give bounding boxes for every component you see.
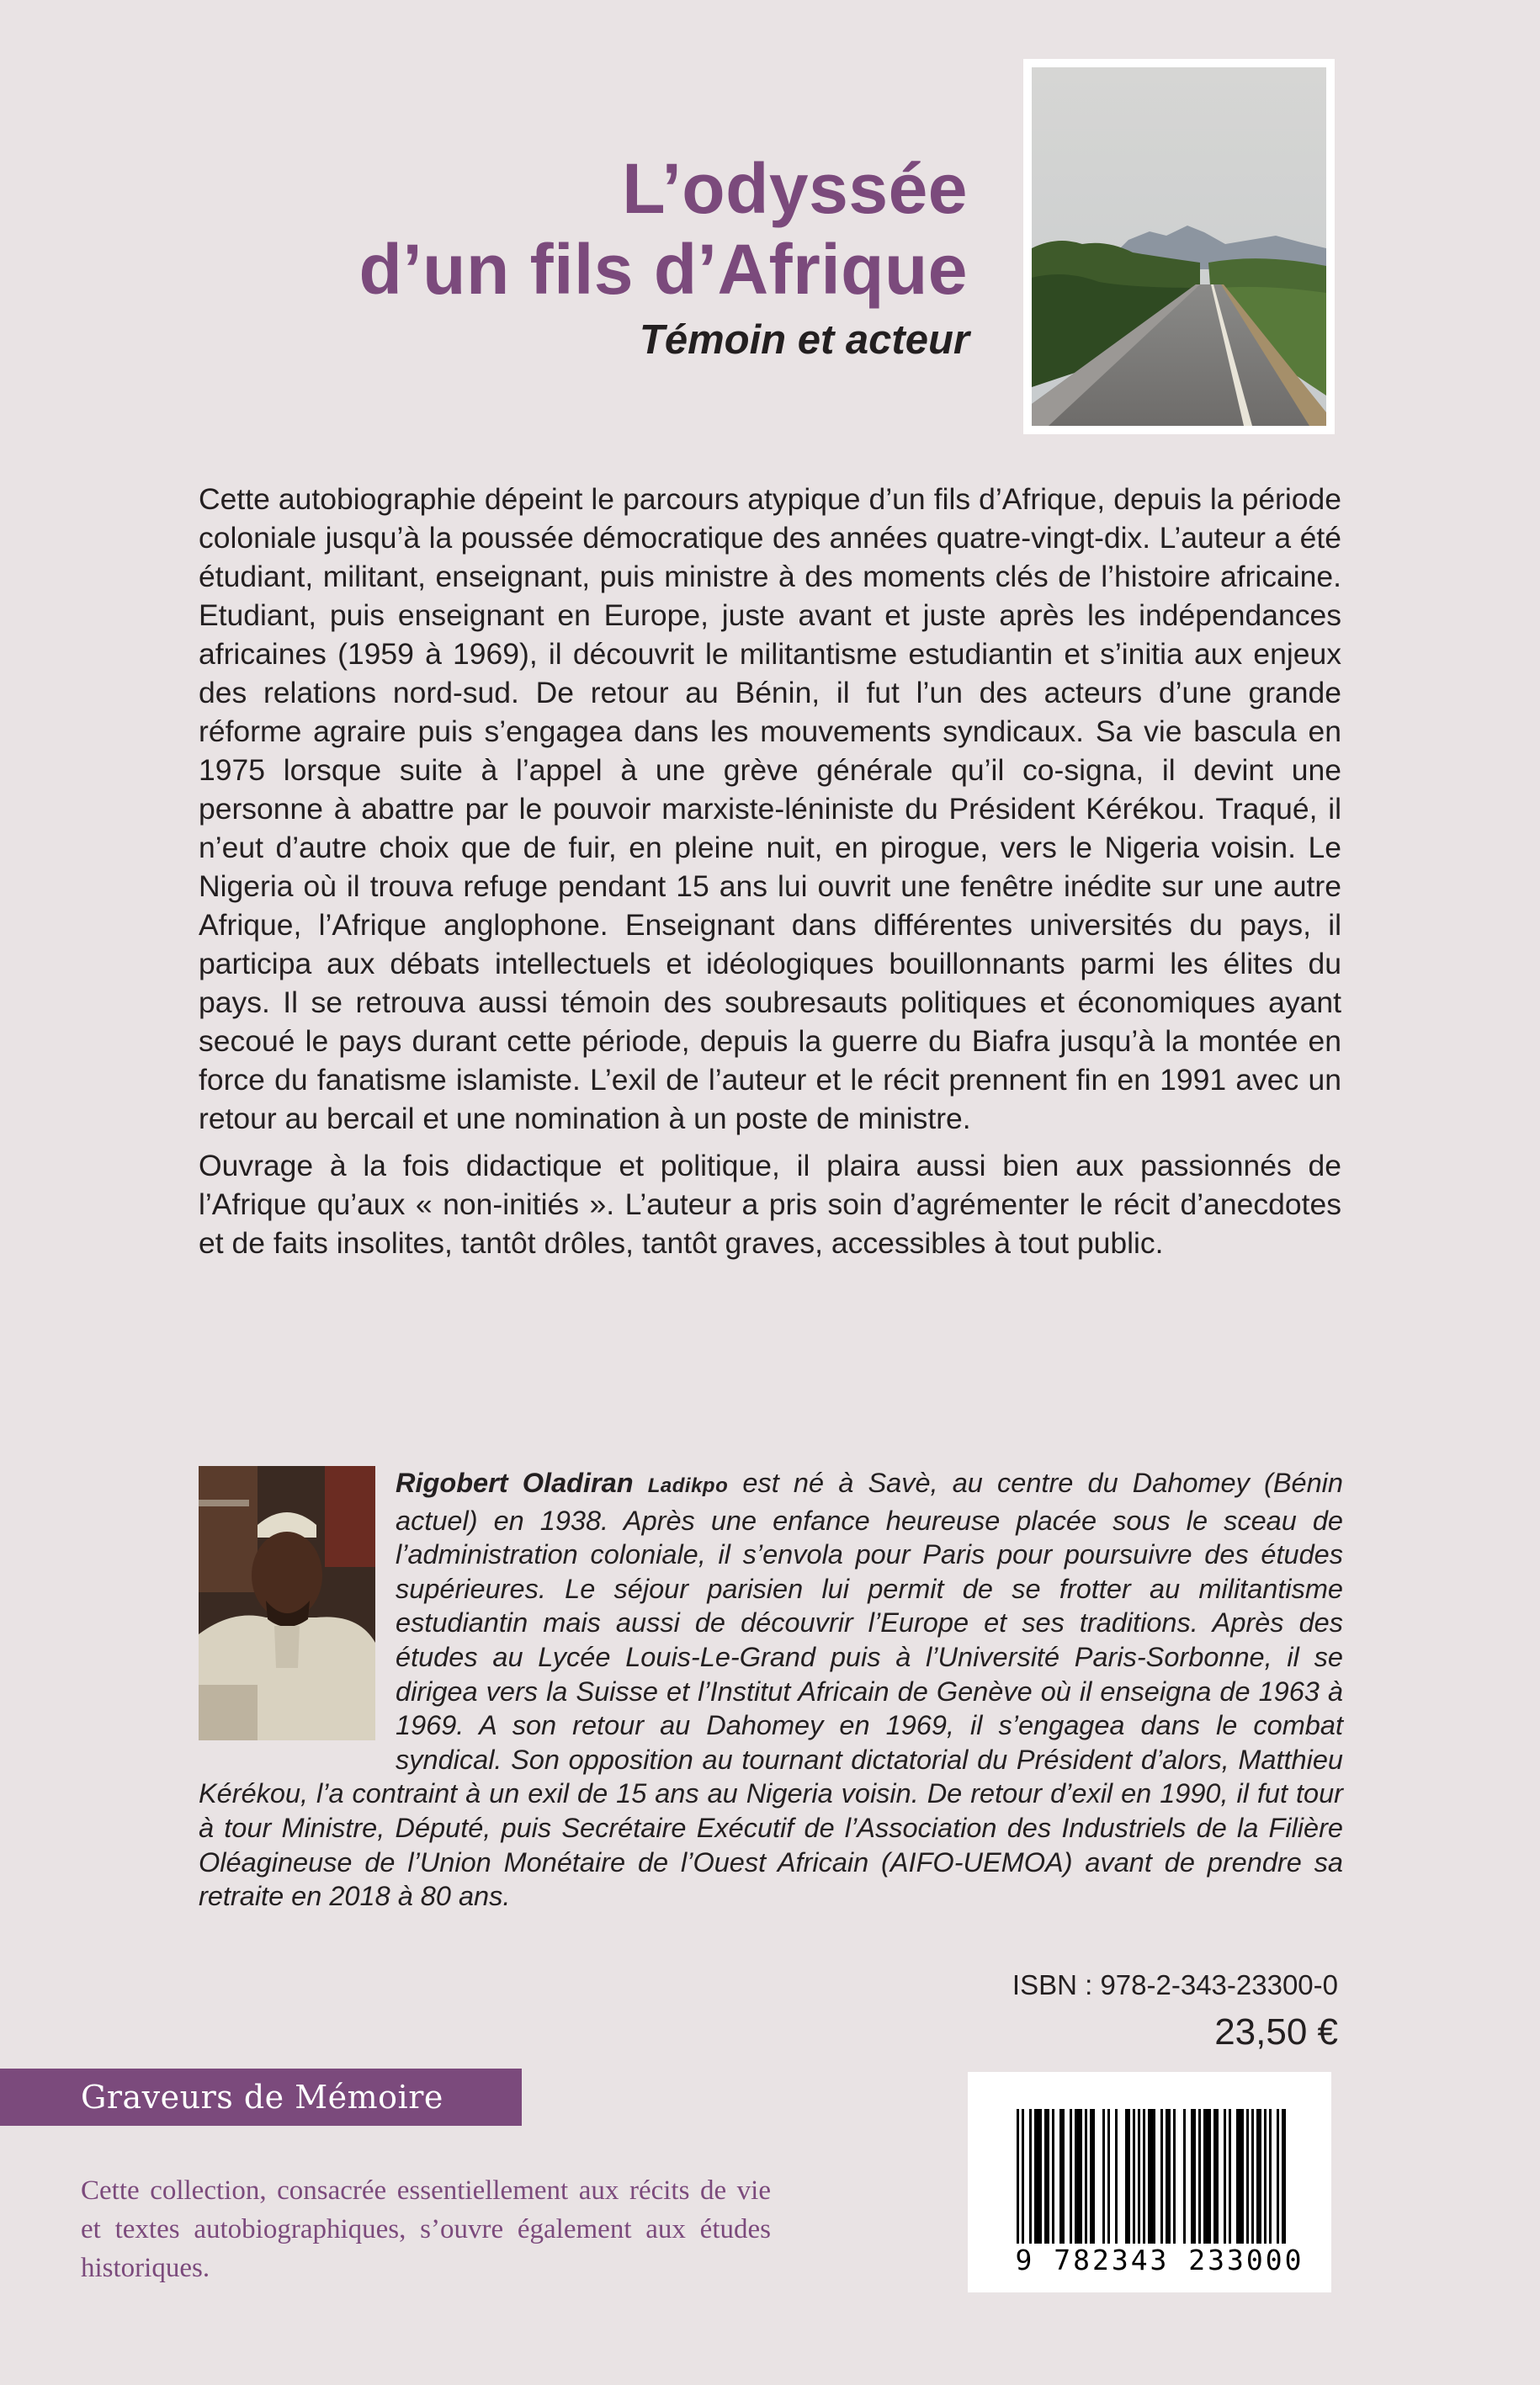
isbn: ISBN : 978-2-343-23300-0 bbox=[1012, 1969, 1338, 2000]
price: 23,50 € bbox=[1214, 2011, 1338, 2053]
book-title-line1: L’odyssée bbox=[622, 149, 968, 228]
summary-paragraph-1: Cette autobiographie dépeint le parcours atypique d’un fils d’Afrique, depuis la période coloniale jusqu’à la poussée démocratique des années quatre-vingt-dix. L’auteur a été étudiant, militant, enseignant, puis ministre à des moments clés de l’histoire africaine. Etudiant, puis enseignant en Europe, juste avant et juste après les indépendances africaines (1959 à 1969), il découvrit le militantisme estudiantin et s’initia aux enjeux des relations nord-sud. De retour au Bénin, il fut l’un des acteurs d’une grande réforme agraire puis s’engagea dans les mouvements syndicaux. Sa vie bascula en 1975 lorsque suite à l’appel à une grève générale qu’il co-signa, il devint une personne à abattre par le pouvoir marxiste-léniniste du Président Kérékou. Traqué, il n’eut d’autre choix que de fuir, en pleine nuit, en pirogue, vers le Nigeria voisin. Le Nigeria où il trouva refuge pendant 15 ans lui ouvrit une fenêtre inédite sur une autre Afrique, l’Afrique anglophone. Enseignant dans différentes universités du pays, il participa aux débats intellectuels et idéologiques bouillonnants parmi les élites du pays. Il se retrouva aussi témoin des soubresauts politiques et économiques ayant secoué le pays durant cette période, depuis la guerre du Biafra jusqu’à la montée en force du fanatisme islamiste. L’exil de l’auteur et le récit prennent fin en 1991 avec un retour au bercail et une nomination à un poste de ministre. bbox=[199, 482, 1341, 1135]
book-title-line2: d’un fils d’Afrique bbox=[358, 230, 968, 309]
barcode-bars bbox=[1017, 2109, 1286, 2244]
barcode bbox=[968, 2072, 1331, 2292]
author-bio-text: est né à Savè, au centre du Dahomey (Bénin actuel) en 1938. Après une enfance heureuse placée sous le sceau de l’administration coloniale, il s’envola pour Paris pour poursuivre des études supérieures. Le séjour parisien lui permit de se frotter au militantisme estudiantin mais aussi de découvrir l’Europe et ses traditions. Après des études au Lycée Louis-Le-Grand puis à l’Université Paris-Sorbonne, il se dirigea vers la Suisse et l’Institut Africain de Genève où il enseigna de 1963 à 1969. A son retour au Dahomey en 1969, il s’engagea dans le combat syndical. Son opposition au tournant dictatorial du Président d’alors, Matthieu Kérékou, l’a contraint à un exil de 15 ans au Nigeria voisin. De retour d’exil en 1990, il fut tour à tour Ministre, Député, puis Secrétaire Exécutif de l’Association des Industriels de la Filière Oléagineuse de l’Union Monétaire de l’Ouest Africain (AIFO-UEMOA) avant de prendre sa retraite en 2018 à 80 ans. bbox=[199, 1468, 1343, 1912]
collection-description: Cette collection, consacrée essentiellement aux récits de vie et textes autobiographiques, s’ouvre également aux études historiques. bbox=[81, 2175, 771, 2283]
author-name bbox=[396, 1468, 728, 1498]
book-summary bbox=[199, 480, 1341, 1262]
author-bio bbox=[199, 1466, 1343, 1914]
collection-banner: Graveurs de Mémoire bbox=[0, 2069, 522, 2126]
road-photo bbox=[1023, 59, 1335, 434]
author-name-first: Rigobert Oladiran bbox=[396, 1468, 648, 1498]
book-title bbox=[252, 148, 968, 310]
book-subtitle: Témoin et acteur bbox=[639, 317, 969, 363]
barcode-digits: 9 782343 233000 bbox=[1015, 2244, 1304, 2276]
summary-paragraph-2: Ouvrage à la fois didactique et politique, il plaira aussi bien aux passionnés de l’Afrique qu’aux « non-initiés ». L’auteur a pris soin d’agrémenter le récit d’anecdotes et de faits insolites, tantôt drôles, tantôt graves, accessibles à tout public. bbox=[199, 1149, 1341, 1260]
author-name-last: Ladikpo bbox=[647, 1474, 729, 1497]
author-photo bbox=[199, 1466, 375, 1740]
